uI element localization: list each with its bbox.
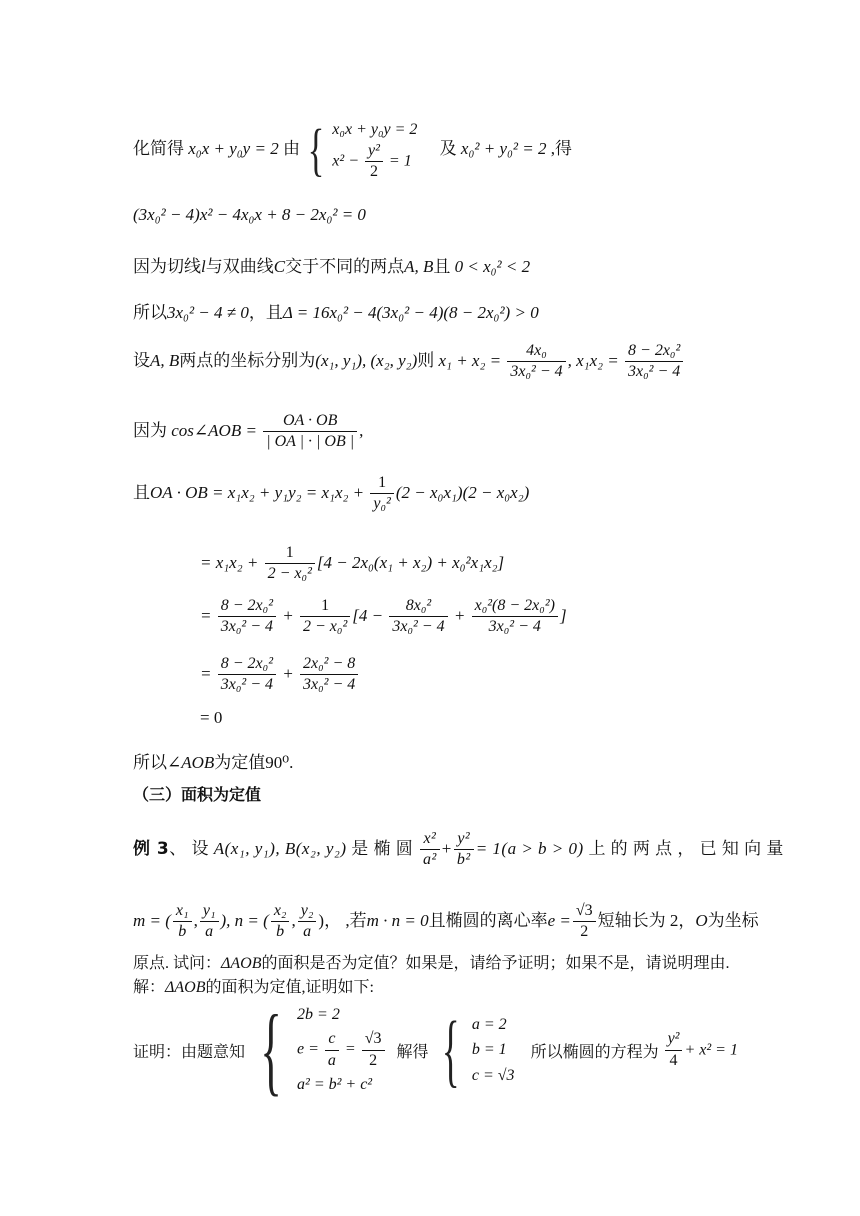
frac-num: √3: [573, 902, 596, 922]
frac-den: b: [276, 923, 285, 941]
text: 为坐标: [707, 910, 759, 930]
frac-den: a²: [423, 851, 437, 869]
frac-num: 8 − 2x₀²: [218, 597, 276, 617]
frac-den: 2: [580, 923, 589, 941]
brace: {: [260, 994, 282, 1106]
line-conclusion: [133, 748, 293, 773]
frac-prod: [625, 342, 683, 382]
text-and: 及: [439, 138, 457, 158]
frac-y2-over-2: [365, 142, 383, 182]
frac-den: 3x₀² − 4: [510, 363, 563, 381]
math-bracket-close: ]: [559, 605, 567, 625]
text: ,: [359, 420, 364, 440]
frac-num: 1: [370, 474, 393, 494]
math-sum: x₁ + x₂ =: [438, 350, 502, 370]
solution-system: [472, 1012, 515, 1089]
math-eq: =: [200, 605, 212, 625]
text: 证明：由题意知: [133, 1043, 246, 1061]
text: 与双曲线: [205, 257, 274, 276]
math-eq: =: [200, 663, 212, 683]
section-heading: [133, 782, 261, 805]
frac-den: a: [205, 923, 214, 941]
math-value: 90⁰: [265, 753, 290, 772]
text: 且: [133, 482, 150, 502]
frac-num: 8 − 2x₀²: [218, 655, 276, 675]
math-cos: cos∠AOB =: [171, 420, 257, 440]
line-delta: [133, 298, 539, 323]
math-discriminant: Δ = 16x₀² − 4(3x₀² − 4)(8 − 2x₀²) > 0: [282, 303, 539, 322]
frac-den: b²: [456, 851, 471, 869]
proof-eq-3: a² = b² + c²: [297, 1076, 373, 1094]
math-AB: A, B: [150, 350, 180, 370]
math-plus: +: [282, 663, 294, 683]
frac-1-over-y0sq: [370, 474, 393, 514]
frac-num: y²: [454, 830, 474, 850]
frac-y1-a: [200, 902, 219, 942]
math-triangle: ΔAOB: [221, 955, 262, 972]
frac-den: 3x₀² − 4: [302, 676, 356, 694]
text: 则: [417, 350, 435, 370]
frac-y2-4: [665, 1030, 683, 1070]
eq-left: e =: [297, 1040, 319, 1058]
line-example-3: [133, 830, 784, 870]
frac-x1-b: [173, 902, 192, 942]
eq2-right: = 1: [388, 152, 412, 170]
text: ， ,若: [324, 910, 367, 930]
frac-b: [300, 597, 350, 637]
math-inequality: 0 < x₀² < 2: [454, 257, 531, 276]
line-step-2: [200, 597, 567, 637]
solution-b: b = 1: [471, 1041, 507, 1059]
frac-num: c: [325, 1030, 339, 1050]
frac-d: [472, 597, 558, 637]
eq-mid: =: [344, 1040, 356, 1058]
frac-x2-a2: [420, 830, 440, 870]
text: 因为切线: [133, 257, 201, 276]
frac-den: 3x₀² − 4: [220, 676, 273, 694]
math-neq: 3x₀² − 4 ≠ 0: [167, 303, 249, 322]
frac-num: 1: [300, 597, 350, 617]
frac-num: 2x₀² − 8: [300, 655, 358, 675]
math-step: = x₁x₂ +: [200, 552, 259, 572]
frac-cos: [263, 412, 357, 452]
math-plus: +: [453, 605, 466, 625]
text-simplify: 化简得: [133, 138, 184, 158]
line-dot-product: [133, 474, 529, 514]
proof-eq-1: 2b = 2: [297, 1006, 340, 1023]
frac-num: 8x₀²: [389, 597, 447, 617]
frac-num: x²: [420, 830, 440, 850]
math-eccentricity: e =: [547, 910, 571, 930]
frac-f: [300, 655, 358, 695]
line-vieta: [133, 342, 685, 382]
text: 的面积是否为定值？如果是，请给予证明；如果不是，请说明理由.: [261, 955, 730, 972]
text: 所以: [133, 753, 167, 772]
text: 短轴长为 2，: [597, 910, 696, 930]
math-close: ): [318, 910, 325, 930]
math-prod: , x₁x₂ =: [567, 350, 619, 370]
frac-num: y²: [365, 142, 383, 162]
frac-den: 3x₀² − 4: [392, 618, 445, 636]
text: 且: [433, 257, 451, 276]
frac-num: √3: [362, 1030, 385, 1050]
frac-den: 2 − x₀²: [267, 565, 312, 583]
frac-step1: [265, 544, 315, 584]
frac-den: y₀²: [373, 495, 391, 513]
text: 因为: [133, 420, 167, 440]
math-l: l: [201, 257, 206, 276]
math-AB: A, B: [404, 257, 434, 276]
system-eq-1: x₀x + y₀y = 2: [332, 121, 418, 138]
math-C: C: [273, 257, 286, 276]
math-condition: x₀² + y₀² = 2: [460, 138, 547, 158]
solution-a: a = 2: [471, 1015, 507, 1033]
math-tangent-eq: x₀x + y₀y = 2: [188, 138, 279, 158]
frac-a: [218, 597, 276, 637]
math-bracket-open: [4 −: [352, 605, 384, 625]
line-vectors: [133, 902, 759, 942]
math-comma: ,: [291, 910, 296, 930]
frac-e: [218, 655, 276, 695]
line-result-zero: [200, 708, 222, 728]
frac-num: OA · OB: [263, 412, 357, 432]
frac-num: 1: [265, 544, 315, 564]
math-O: O: [695, 910, 708, 930]
text: 交于不同的两点: [285, 257, 405, 276]
frac-den: 2: [369, 163, 378, 181]
frac-num: 8 − 2x₀²: [625, 342, 683, 362]
math-dot: OA · OB = x₁x₂ + y₁y₂ = x₁x₂ +: [150, 482, 365, 502]
frac-num: y₂: [298, 902, 317, 922]
frac-den: a: [327, 1051, 336, 1069]
text: .: [289, 753, 294, 772]
frac-num: x₁: [173, 902, 192, 922]
math-angle: ∠AOB: [167, 753, 215, 772]
line-step-1: [200, 544, 504, 584]
math-comma: ,: [193, 910, 198, 930]
math-quadratic: (3x₀² − 4)x² − 4x₀x + 8 − 2x₀² = 0: [133, 205, 366, 224]
math-vector-n: ), n = (: [220, 910, 269, 930]
proof-eq-2: [297, 1030, 386, 1070]
eq2-left: x² −: [332, 152, 359, 170]
text: 原点. 试问：: [133, 955, 222, 972]
solution-c: c = √3: [471, 1067, 515, 1085]
line-proof: [133, 994, 738, 1106]
text: 是 椭 圆: [351, 838, 414, 858]
frac-den: 3x₀² − 4: [628, 363, 681, 381]
frac-den: 4: [669, 1051, 678, 1069]
math-plus: +: [441, 838, 452, 858]
frac-num: x₀²(8 − 2x₀²): [472, 597, 558, 617]
line-answer: [133, 974, 374, 997]
frac-y2-b2: [454, 830, 474, 870]
brace: {: [441, 1004, 460, 1096]
frac-c-a: [325, 1030, 339, 1070]
math-product: (2 − x₀x₁)(2 − x₀x₂): [395, 482, 530, 502]
math-bracket: [4 − 2x₀(x₁ + x₂) + x₀²x₁x₂]: [316, 552, 505, 572]
frac-den: a: [303, 923, 312, 941]
math-plus: +: [282, 605, 294, 625]
line-cosine: [133, 412, 363, 452]
math-ellipse-eq: + x² = 1: [684, 1041, 738, 1059]
heading-text: （三）面积为定值: [133, 785, 262, 804]
frac-sqrt3-2-b: [362, 1030, 385, 1070]
text-from: 由: [282, 138, 300, 158]
text: ，且: [248, 303, 283, 322]
frac-den: 3x₀² − 4: [220, 618, 273, 636]
math-zero: = 0: [200, 708, 223, 727]
line-question: [133, 950, 730, 973]
frac-sum: [507, 342, 565, 382]
text: 所以: [133, 303, 167, 322]
example-label: 例 3: [133, 838, 170, 859]
text: 、 设: [169, 838, 209, 858]
text: 所以椭圆的方程为: [530, 1043, 659, 1061]
text: 设: [133, 350, 150, 370]
frac-den: 2 − x₀²: [302, 618, 348, 636]
frac-den: 3x₀² − 4: [488, 618, 541, 636]
text: 上 的 两 点 ， 已 知 向 量: [588, 838, 784, 858]
frac-sqrt3-2: [573, 902, 596, 942]
text: 的面积为定值,证明如下:: [205, 979, 374, 996]
frac-num: x₂: [271, 902, 290, 922]
text: 解：: [133, 979, 166, 996]
math-points: A(x₁, y₁), B(x₂, y₂): [213, 838, 347, 858]
math-dot-zero: m · n = 0: [366, 910, 429, 930]
frac-num: 4x₀: [507, 342, 565, 362]
math-ellipse-cond: = 1(a > b > 0): [475, 838, 584, 858]
frac-x2-b: [271, 902, 290, 942]
line-step-3: [200, 655, 360, 695]
math-coords: (x₁, y₁), (x₂, y₂): [315, 350, 418, 370]
frac-y2-a: [298, 902, 317, 942]
frac-den: b: [178, 923, 187, 941]
text: 且椭圆的离心率: [428, 910, 548, 930]
text: 解得: [396, 1043, 429, 1061]
proof-system: [297, 1000, 386, 1101]
system-equations: [332, 118, 417, 182]
text-get: ,得: [550, 138, 572, 158]
frac-den: | OA | · | OB |: [266, 433, 355, 451]
text: 两点的坐标分别为: [179, 350, 316, 370]
system-eq-2: [332, 142, 417, 182]
frac-num: y₁: [200, 902, 219, 922]
frac-c: [389, 597, 447, 637]
line-simplify: [133, 118, 572, 182]
line-intersect: [133, 252, 530, 277]
math-vector-m: m = (: [133, 910, 171, 930]
brace: {: [307, 116, 325, 182]
text: 为定值: [214, 753, 266, 772]
frac-den: 2: [369, 1051, 378, 1069]
math-triangle: ΔAOB: [165, 979, 206, 996]
line-quadratic: [133, 205, 366, 225]
frac-num: y²: [665, 1030, 683, 1050]
